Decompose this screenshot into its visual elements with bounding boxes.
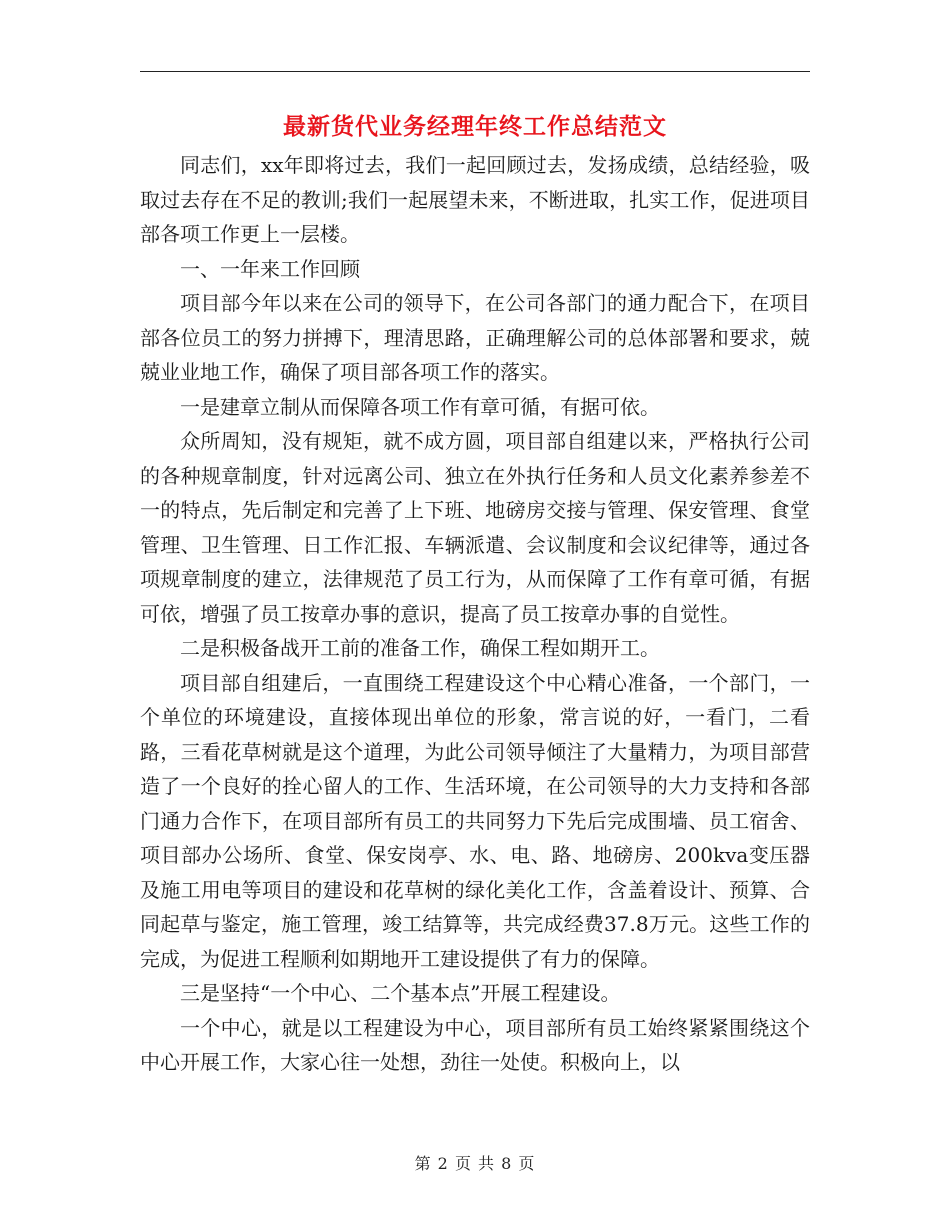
document-body bbox=[140, 148, 810, 1080]
point-three-heading: 三是坚持“一个中心、二个基本点”开展工程建设。 bbox=[180, 981, 621, 1005]
document-title: 最新货代业务经理年终工作总结范文 bbox=[283, 113, 667, 140]
paragraph-2: 项目部今年以来在公司的领导下，在公司各部门的通力配合下，在项目部各位员工的努力拼搏下，理清思路，正确理解公司的总体部署和要求，兢兢业业地工作，确保了项目部各项工作的落实。 bbox=[140, 291, 810, 384]
paragraph-1: 同志们，xx年即将过去，我们一起回顾过去，发扬成绩，总结经验，吸取过去存在不足的教训;我们一起展望未来，不断进取，扎实工作，促进项目部各项工作更上一层楼。 bbox=[140, 153, 810, 246]
header-rule bbox=[140, 71, 810, 72]
point-one-heading: 一是建章立制从而保障各项工作有章可循，有据可依。 bbox=[180, 394, 660, 419]
paragraph-5: 一个中心，就是以工程建设为中心，项目部所有员工始终紧紧围绕这个中心开展工作，大家心往一处想，劲往一处使。积极向上，以 bbox=[140, 1015, 810, 1074]
point-two-heading: 二是积极备战开工前的准备工作，确保工程如期开工。 bbox=[180, 636, 660, 660]
paragraph-3: 众所周知，没有规矩，就不成方圆，项目部自组建以来，严格执行公司的各种规章制度，针对远离公司、独立在外执行任务和人员文化素养参差不一的特点，先后制定和完善了上下班、地磅房交接与管理、保安管理、食堂管理、卫生管理、日工作汇报、车辆派遣、会议制度和会议纪律等，通过各项规章制度的建立，法律规范了员工行为，从而保障了工作有章可循，有据可依，增强了员工按章办事的意识，提高了员工按章办事的自觉性。 bbox=[140, 429, 810, 626]
section-heading-review: 一、一年来工作回顾 bbox=[180, 256, 360, 281]
page-number-footer: 第 2 页 共 8 页 bbox=[414, 1154, 536, 1173]
paragraph-4: 项目部自组建后，一直围绕工程建设这个中心精心准备，一个部门，一个单位的环境建设，直接体现出单位的形象，常言说的好，一看门，二看路，三看花草树就是这个道理，为此公司领导倾注了大量精力，为项目部营造了一个良好的拴心留人的工作、生活环境，在公司领导的大力支持和各部门通力合作下，在项目部所有员工的共同努力下先后完成围墙、员工宿舍、项目部办公场所、食堂、保安岗亭、水、电、路、地磅房、200kva变压器及施工用电等项目的建设和花草树的绿化美化工作，含盖着设计、预算、合同起草与鉴定，施工管理，竣工结算等，共完成经费37.8万元。这些工作的完成，为促进工程顺利如期地开工建设提供了有力的保障。 bbox=[140, 670, 810, 971]
